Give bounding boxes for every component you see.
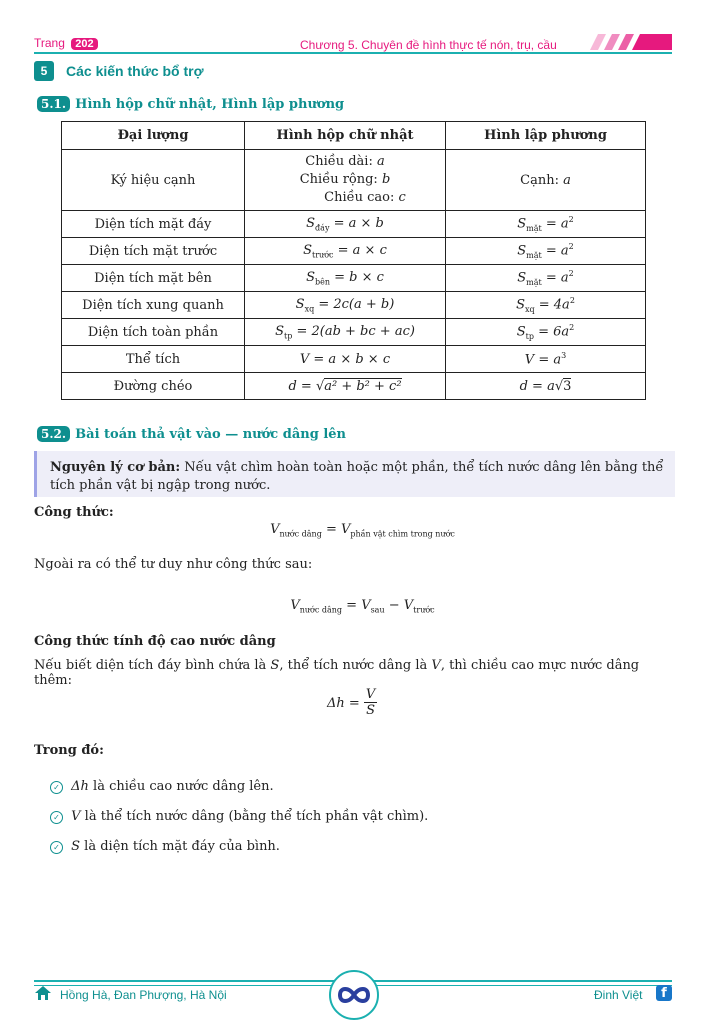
box-formula: d = √a² + b² + c²: [245, 373, 446, 400]
principle-text: Nguyên lý cơ bản: Nếu vật chìm hoàn toàn hoặc một phần, thể tích nước dâng lên bằng thể tích phần vật bị ngập trong nước.: [50, 460, 664, 493]
box-height: Chiều cao: c: [324, 190, 406, 205]
subsection-5-1-heading: [37, 93, 344, 112]
row-label: Đường chéo: [62, 373, 245, 400]
cube-formula: $S_{tp} = 6a^2$: [446, 319, 646, 346]
box-width: Chiều rộng: b: [299, 172, 391, 187]
formula-heading: Công thức:: [34, 505, 114, 520]
home-icon: [35, 986, 51, 1000]
cube-formula: $S_{mặt} = a^2$: [446, 238, 646, 265]
subsection-title: Hình hộp chữ nhật, Hình lập phương: [75, 97, 345, 112]
row-label: Diện tích toàn phần: [62, 319, 245, 346]
table-header: Hình hộp chữ nhật: [245, 122, 446, 150]
section-title: Các kiến thức bổ trợ: [66, 63, 204, 79]
chapter-title: Chương 5. Chuyên đề hình thực tế nón, trụ, cầu: [300, 38, 557, 52]
row-label: Diện tích xung quanh: [62, 292, 245, 319]
list-item: ✓ V là thể tích nước dâng (bằng thể tích phần vật chìm).: [50, 809, 428, 824]
footer-author: Đinh Việt: [594, 988, 643, 1002]
footer-logo-circle: [329, 970, 379, 1020]
height-heading: Công thức tính độ cao nước dâng: [34, 634, 276, 649]
formula-1: $V_{nước dâng} = V_{phần vật chìm trong nước}$: [270, 522, 455, 539]
section-number: 5: [34, 61, 54, 81]
cube-formula: $S_{mặt} = a^2$: [446, 211, 646, 238]
row-label: Diện tích mặt bên: [62, 265, 245, 292]
table-row: [62, 319, 646, 346]
height-formula: Δh = $\frac{V}{S}$: [327, 687, 376, 718]
box-formula: $S_{trước} = a \times c$: [245, 238, 446, 265]
subsection-title: Bài toán thả vật vào — nước dâng lên: [75, 427, 346, 442]
header-stripes-decoration: [590, 34, 672, 50]
cube-formula: $S_{xq} = 4a^2$: [446, 292, 646, 319]
row-label: Ký hiệu cạnh: [62, 150, 245, 211]
page-number: 202: [71, 38, 97, 50]
box-formula: $S_{tp} = 2(ab$ + bc + ac): [245, 319, 446, 346]
box-edge-notation: [245, 150, 446, 211]
table-header: Hình lập phương: [446, 122, 646, 150]
cube-formula: $V = a^3$: [446, 346, 646, 373]
box-formula: V = a × b × c: [245, 346, 446, 373]
footer-address: Hồng Hà, Đan Phượng, Hà Nội: [60, 988, 227, 1002]
page-label: Trang: [34, 36, 65, 50]
subsection-5-2-heading: [37, 423, 346, 442]
check-circle-icon: ✓: [50, 841, 63, 854]
table-header: Đại lượng: [62, 122, 245, 150]
check-circle-icon: ✓: [50, 781, 63, 794]
row-label: Diện tích mặt đáy: [62, 211, 245, 238]
alt-text: Ngoài ra có thể tư duy như công thức sau:: [34, 557, 313, 572]
table-header-row: [62, 122, 646, 150]
header-divider: [34, 52, 672, 54]
cube-edge-notation: Cạnh: a: [446, 150, 646, 211]
row-label: Diện tích mặt trước: [62, 238, 245, 265]
cube-formula: $S_{mặt} = a^2$: [446, 265, 646, 292]
subsection-number: 5.1.: [37, 96, 70, 112]
list-item: ✓ S là diện tích mặt đáy của bình.: [50, 839, 280, 854]
page-header-left: [34, 36, 98, 50]
table-row: [62, 265, 646, 292]
table-row: [62, 150, 646, 211]
check-circle-icon: ✓: [50, 811, 63, 824]
box-formula: $S_{xq} = 2c(a + b)$: [245, 292, 446, 319]
subsection-number: 5.2.: [37, 426, 70, 442]
where-heading: Trong đó:: [34, 743, 104, 758]
principle-box: [34, 451, 675, 497]
table-row: [62, 292, 646, 319]
box-formula: $S_{đáy} = a \times b$: [245, 211, 446, 238]
formula-2: $V_{nước dâng} = V_{sau} - V_{trước}$: [290, 598, 435, 615]
row-label: Thể tích: [62, 346, 245, 373]
table-row: [62, 211, 646, 238]
infinity-logo-icon: [337, 986, 371, 1004]
box-length: Chiều dài: a: [305, 154, 385, 169]
geometry-table: [61, 121, 646, 400]
list-item: ✓ Δh là chiều cao nước dâng lên.: [50, 779, 274, 794]
cube-formula: d = a√3: [446, 373, 646, 400]
table-row: [62, 373, 646, 400]
facebook-icon[interactable]: f: [656, 985, 672, 1001]
height-text: Nếu biết diện tích đáy bình chứa là S, thể tích nước dâng là V, thì chiều cao mực nước dâng thêm:: [34, 658, 640, 688]
table-row: [62, 238, 646, 265]
box-formula: $S_{bên} = b \times c$: [245, 265, 446, 292]
table-row: [62, 346, 646, 373]
